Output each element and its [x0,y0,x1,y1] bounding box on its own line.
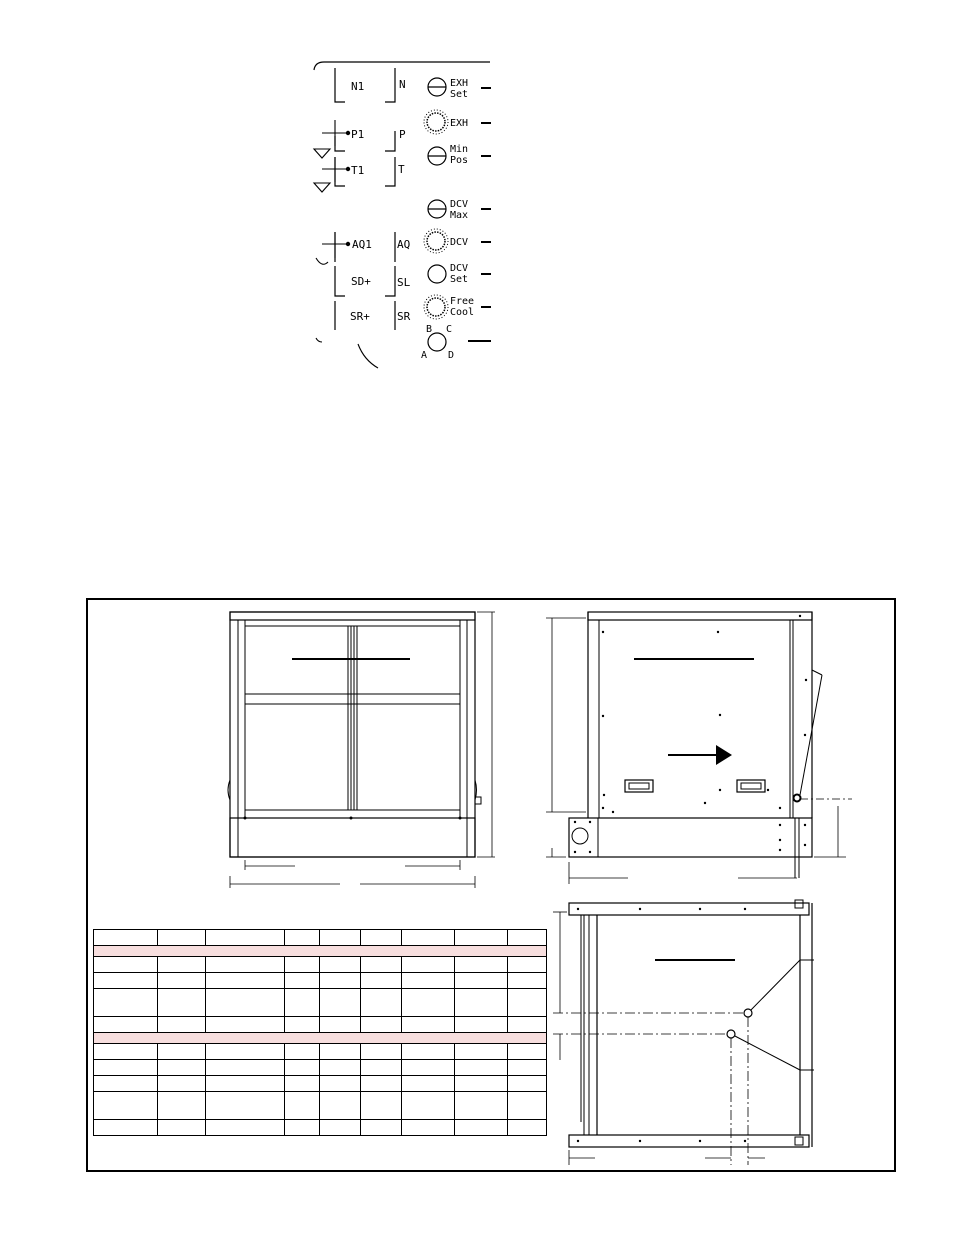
table-cell [402,989,455,1017]
svg-text:EXH: EXH [450,78,469,89]
table-cell [361,1120,402,1136]
terminal-p: P [399,128,406,141]
table-row [94,1044,547,1060]
svg-text:B: B [426,324,433,335]
svg-text:Cool: Cool [450,307,475,318]
svg-text:Min: Min [450,144,469,155]
table-row [94,989,547,1017]
svg-text:DCV: DCV [450,199,469,210]
top-view-dots [577,908,746,1142]
table-cell [361,1044,402,1060]
table-cell [361,1060,402,1076]
table-cell [402,1092,455,1120]
terminal-sl: SL [397,276,411,289]
terminal-t1: T1 [351,164,365,177]
table-section-band [94,1033,547,1044]
table-cell [285,957,320,973]
table-cell [158,957,206,973]
svg-text:Max: Max [450,210,469,221]
table-cell [158,973,206,989]
svg-text:DCV: DCV [450,237,469,248]
table-cell [158,989,206,1017]
table-cell [320,1060,361,1076]
table-cell [285,1044,320,1060]
svg-text:Pos: Pos [450,155,469,166]
table-cell [402,973,455,989]
table-section-band [94,946,547,957]
table-row [94,957,547,973]
table-cell [361,989,402,1017]
table-cell [285,1092,320,1120]
svg-text:DCV: DCV [450,263,469,274]
table-row [94,1120,547,1136]
table-cell [508,989,547,1017]
table-cell [206,930,285,946]
front-dimension-lines [230,612,495,888]
table-cell [158,930,206,946]
table-cell [206,973,285,989]
terminal-n1: N1 [351,80,365,93]
table-cell [320,1076,361,1092]
table-cell [320,989,361,1017]
table-cell [206,957,285,973]
gas-connection-icon [794,795,801,802]
table-cell [455,1060,508,1076]
table-cell [361,973,402,989]
table-cell [94,957,158,973]
table-cell [455,1017,508,1033]
terminal-aq: AQ [397,238,411,251]
table-cell [402,930,455,946]
table-cell [94,973,158,989]
terminal-p1: P1 [351,128,365,141]
table-cell [455,1092,508,1120]
table-row [94,930,547,946]
table-cell [320,1120,361,1136]
table-cell [320,930,361,946]
table-cell [158,1060,206,1076]
svg-text:C: C [446,324,453,335]
table-cell [455,973,508,989]
table-cell [94,989,158,1017]
table-cell [402,1060,455,1076]
table-cell [94,1017,158,1033]
terminal-t: T [398,163,405,176]
table-cell [455,989,508,1017]
svg-text:Set: Set [450,89,469,100]
table-cell [320,957,361,973]
table-cell [402,1017,455,1033]
table-cell [455,957,508,973]
table-cell [455,1076,508,1092]
table-cell [361,1076,402,1092]
side-view [569,612,822,878]
table-cell [158,1092,206,1120]
table-cell [94,946,547,957]
table-cell [508,1044,547,1060]
table-cell [206,1044,285,1060]
table-cell [206,1120,285,1136]
table-cell [361,957,402,973]
table-row [94,973,547,989]
table-cell [206,1017,285,1033]
svg-text:EXH: EXH [450,118,469,129]
table-cell [508,1076,547,1092]
terminal-n: N [399,78,406,91]
svg-text:Free: Free [450,296,475,307]
specification-table [93,929,547,1136]
table-cell [94,1060,158,1076]
table-cell [320,1017,361,1033]
table-cell [158,1044,206,1060]
table-cell [285,973,320,989]
table-cell [508,1092,547,1120]
airflow-arrow-icon [668,745,732,765]
table-cell [508,1120,547,1136]
table-cell [206,1060,285,1076]
table-cell [94,1076,158,1092]
table-cell [285,930,320,946]
top-view [569,900,814,1147]
table-row [94,1076,547,1092]
table-cell [158,1076,206,1092]
table-cell [158,1017,206,1033]
table-cell [285,989,320,1017]
table-cell [508,1017,547,1033]
electrical-inlet-icon [727,1030,735,1038]
table-cell [402,1120,455,1136]
table-cell [455,930,508,946]
table-cell [158,1120,206,1136]
table-row [94,1092,547,1120]
table-cell [508,957,547,973]
table-cell [285,1060,320,1076]
table-cell [320,1044,361,1060]
table-row [94,1060,547,1076]
gas-inlet-icon [744,1009,752,1017]
table-cell [508,1060,547,1076]
table-cell [94,1120,158,1136]
table-cell [285,1017,320,1033]
table-cell [402,1044,455,1060]
table-cell [361,1017,402,1033]
front-view [228,612,481,857]
table-cell [455,1120,508,1136]
table-cell [361,930,402,946]
table-cell [206,1076,285,1092]
terminal-sr-plus: SR+ [350,310,370,323]
table-cell [285,1120,320,1136]
table-cell [285,1076,320,1092]
terminal-sd-plus: SD+ [351,275,371,288]
top-dimension-lines [553,912,765,1165]
table-cell [206,989,285,1017]
table-cell [455,1044,508,1060]
table-cell [94,1033,547,1044]
table-cell [94,930,158,946]
table-cell [361,1092,402,1120]
svg-text:A: A [421,350,428,361]
side-dimension-lines [546,618,852,884]
terminal-aq1: AQ1 [352,238,372,251]
table-cell [508,930,547,946]
table-row [94,1017,547,1033]
table-cell [320,973,361,989]
table-cell [402,1076,455,1092]
svg-text:D: D [448,350,455,361]
terminal-sr: SR [397,310,411,323]
table-cell [320,1092,361,1120]
table-cell [94,1092,158,1120]
table-cell [402,957,455,973]
table-cell [94,1044,158,1060]
table-cell [206,1092,285,1120]
table-cell [508,973,547,989]
svg-text:Set: Set [450,274,469,285]
